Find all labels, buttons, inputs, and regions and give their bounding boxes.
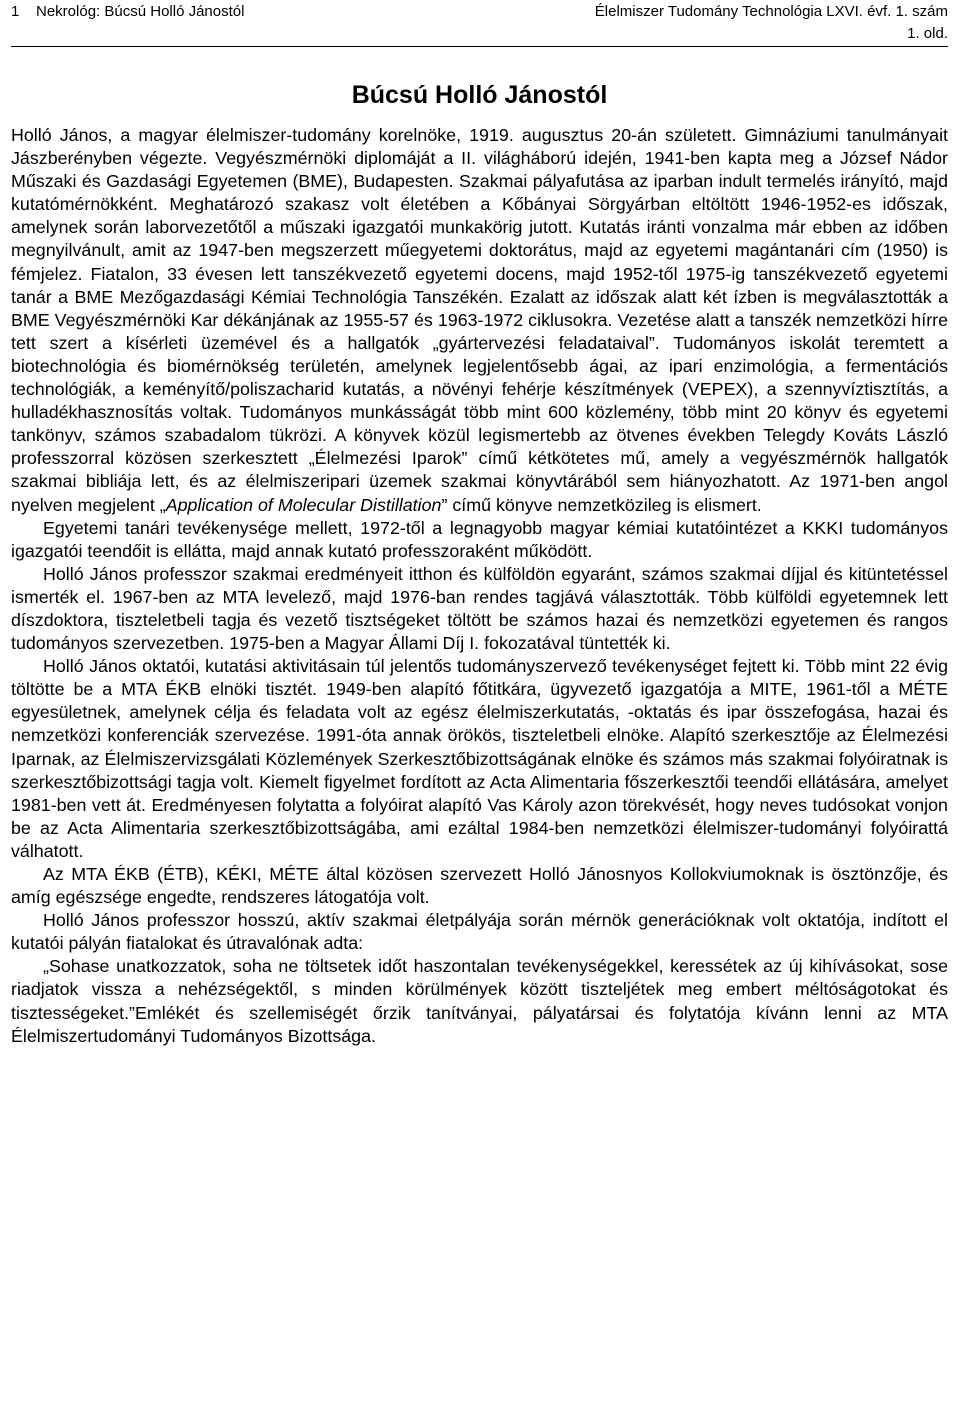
article-body xyxy=(11,124,948,1048)
header-page-number: 1. old. xyxy=(907,25,948,42)
header-journal-line: Élelmiszer Tudomány Technológia LXVI. évf. 1. szám xyxy=(594,3,948,20)
paragraph-1-end: ” című könyve nemzetközileg is elismert. xyxy=(441,494,762,515)
paragraph-1-text: Holló János, a magyar élelmiszer-tudomány korelnöke, 1919. augusztus 20-án született. Gimnáziumi tanulmányait Jászberényben végezte. Vegyészmérnöki diplomáját a II. világháború idején, 1941-ben kapta meg a József Nádor Műszaki és Gazdasági Egyetemen (BME), Budapesten. Szakmai pályafutása az iparban indult termelés irányító, majd kutatómérnökként. Meghatározó szakasz volt életében a Kőbányai Sörgyárban eltöltött 1946-1952-es időszak, amelynek során laborvezetőtől a műszaki igazgatói munkakörig jutott. Kutatás iránti vonzalma már ebben az időben megnyilvánult, amit az 1947-ben megszerzett műegyetemi doktorátus, majd az egyetemi magántanári cím (1950) is fémjelez. Fiatalon, 33 évesen lett tanszékvezető egyetemi docens, majd 1952-től 1975-ig tanszékvezető egyetemi tanár a BME Mezőgazdasági Kémiai Technológia Tanszékén. Ezalatt az időszak alatt két ízben is megválasztották a BME Vegyészmérnöki Kar dékánjának az 1955-57 és 1963-1972 ciklusokra. Vezetése alatt a tanszék nemzetközi hírre tett szert a kísérleti üzemével és a hallgatók „gyártervezési feladataival”. Tudományos iskolát teremtett a biotechnológia és biomérnökség területén, amelynek legjelentősebb ágai, az ipari enzimológia, a fermentációs technológiák, a keményítő/poliszacharid kutatás, a növényi fehérje készítmények (VEPEX), a szennyvíztisztítás, a hulladékhasznosítás voltak. Tudományos munkásságát több mint 600 közlemény, több mint 20 könyv és egyetemi tankönyv, számos szabadalom tükrözi. A könyvek közül legismertebb az ötvenes években Telegdy Kováts László professzorral közösen szerkesztett „Élelmezési Iparok” című kétkötetes mű, amely a vegyészmérnök hallgatók szakmai bibliája lett, és az élelmiszeripari üzemek szakmai könyvtárából sem hiányozhatott. Az 1971-ben angol nyelven megjelent „ xyxy=(11,125,948,515)
page-title: Búcsú Holló Jánostól xyxy=(351,81,608,109)
header-article-label: 1 Nekrológ: Búcsú Holló Jánostól xyxy=(11,3,245,20)
header-journal-info xyxy=(595,1,948,45)
paragraph-6: Holló János professzor hosszú, aktív szakmai életpályája során mérnök generációknak volt oktatója, indított el kutatói pályán fiatalokat és útravalónak adta: xyxy=(11,910,948,954)
book-title-italic: Application of Molecular Distillation xyxy=(165,494,442,515)
paragraph-5: Az MTA ÉKB (ÉTB), KÉKI, MÉTE által közösen szervezett Holló Jánosnyos Kollokviumoknak is ösztönzője, és amíg egészsége engedte, rendszeres látogatója volt. xyxy=(11,864,948,908)
page-header xyxy=(11,0,948,40)
paragraph-4: Holló János oktatói, kutatási aktivitásain túl jelentős tudományszervező tevékenységet fejtett ki. Több mint 22 évig töltötte be a MTA ÉKB elnöki tisztét. 1949-ben alapító főtitkára, ügyvezető igazgatója a MITE, 1961-től a MÉTE egyesületnek, amelynek célja és feladata volt az egész élelmiszerkutatás, -oktatás és ipar összefogása, hazai és nemzetközi konferenciák szervezése. 1991-óta annak örökös, tiszteletbeli elnöke. Alapító szerkesztője az Élelmezési Iparnak, az Élelmiszervizsgálati Közlemények Szerkesztőbizottságának elnöke és számos más szakmai folyóiratnak is szerkesztőbizottsági tagja volt. Kiemelt figyelmet fordított az Acta Alimentaria főszerkesztői teendői ellátására, amelyet 1981-ben vett át. Eredményesen folytatta a folyóirat alapító Vas Károly azon törekvését, hogy neves tudósokat vonjon be az Acta Alimentaria szerkesztőbizottságába, ami ezáltal 1984-ben nemzetközi élelmiszer-tudományi folyóirattá válhatott. xyxy=(11,656,948,861)
header-divider xyxy=(11,46,948,47)
paragraph-7-quote: „Sohase unatkozzatok, soha ne töltsetek időt haszontalan tevékenységekkel, keressétek az új kihívásokat, sose riadjatok vissza a nehézségektől, s minden körülmények között tiszteljétek meg embert méltóságotokat és tisztességeket.”Emlékét és szellemiségét őrzik tanítványai, pályatársai és folytatója kívánn lenni az MTA Élelmiszertudományi Tudományos Bizottsága. xyxy=(11,956,948,1046)
paragraph-2: Egyetemi tanári tevékenysége mellett, 1972-től a legnagyobb magyar kémiai kutatóintézet a KKKI tudományos igazgatói teendőit is ellátta, majd annak kutató professzoraként működött. xyxy=(11,517,948,561)
paragraph-3: Holló János professzor szakmai eredményeit itthon és külföldön egyaránt, számos szakmai díjjal és kitüntetéssel ismerték el. 1967-ben az MTA levelező, majd 1976-ban rendes tagjává választották. Több külföldi egyetemnek lett díszdoktora, tiszteletbeli tagja és vezető tisztségeket töltött be számos hazai és nemzetközi egyetemen és rangos tudományos szervezetben. 1975-ben a Magyar Állami Díj I. fokozatával tüntették ki. xyxy=(11,563,948,654)
document-page xyxy=(11,0,948,1048)
paragraph-1 xyxy=(11,124,948,517)
